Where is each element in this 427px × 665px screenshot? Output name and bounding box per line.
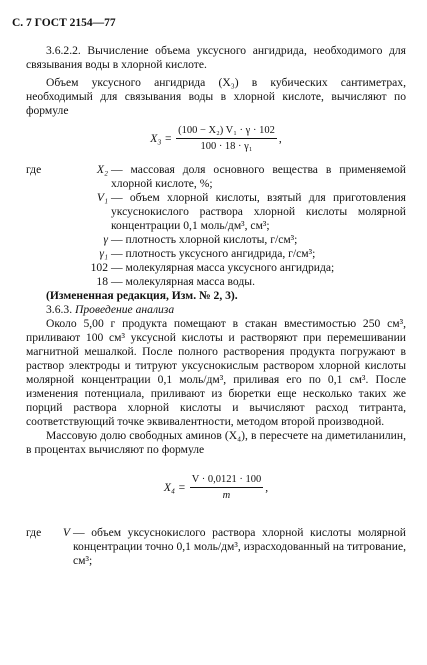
paragraph-amines-intro: Массовую долю свободных аминов (X₄), в пересчете на диметиланилин, в процентах вычисляют по формуле <box>26 429 406 456</box>
formula-x4 <box>26 473 406 502</box>
formula-x4-lhs: X₄ = <box>163 480 186 494</box>
formula-x4-numerator: V · 0,0121 · 100 <box>190 473 264 488</box>
definition-row <box>26 191 406 233</box>
definition-text: — молекулярная масса воды. <box>111 275 255 288</box>
definition-symbol: γ₁ <box>99 247 108 260</box>
definition-row <box>26 163 406 191</box>
definition-text: — объем уксуснокислого раствора хлорной кислоты молярной концентрации точно 0,1 моль/дм³, израсходованный на титрование, см³; <box>73 526 406 567</box>
definition-text: — молекулярная масса уксусного ангидрида; <box>111 261 335 274</box>
definition-row <box>26 233 406 247</box>
definition-prefix <box>26 275 56 289</box>
definition-symbol: γ <box>103 233 108 246</box>
formula-x4-tail: , <box>265 480 269 494</box>
definition-row <box>26 247 406 261</box>
formula-x3-tail: , <box>278 131 282 145</box>
formula-x4-fraction <box>190 473 264 502</box>
definition-text: — плотность хлорной кислоты, г/см³; <box>111 233 298 246</box>
formula-x3 <box>26 124 406 153</box>
definitions-x3 <box>26 163 406 289</box>
definition-row <box>26 526 406 568</box>
definition-row <box>26 261 406 275</box>
formula-x4-denominator: m <box>222 490 231 501</box>
definitions-x4 <box>26 526 406 568</box>
paragraph-section-title: 3.6.2.2. Вычисление объема уксусного ангидрида, необходимого для связывания воды в хлорной кислоте. <box>26 44 406 71</box>
definition-symbol: X₂ <box>96 163 108 176</box>
section-heading <box>26 303 406 317</box>
page-header: С. 7 ГОСТ 2154—77 <box>12 17 116 29</box>
section-title: Проведение анализа <box>75 303 175 316</box>
definition-prefix <box>26 191 56 233</box>
definition-text: — объем хлорной кислоты, взятый для приготовления уксуснокислого раствора хлорной кислоты молярной концентрации 0,1 моль/дм³, см³; <box>111 191 406 232</box>
definition-symbol: V <box>62 526 70 539</box>
section-number: 3.6.3. <box>46 303 73 316</box>
formula-x3-lhs: X₃ = <box>150 131 173 145</box>
definition-symbol: 18 <box>96 275 108 288</box>
definition-prefix <box>26 233 56 247</box>
formula-x3-denominator: 100 · 18 · γ₁ <box>200 141 253 152</box>
definition-row <box>26 275 406 289</box>
formula-x3-numerator: (100 − X₂) V₁ · γ · 102 <box>176 124 277 139</box>
definition-prefix <box>26 261 56 275</box>
definition-prefix <box>26 247 56 261</box>
formula-x3-fraction <box>176 124 277 153</box>
definition-prefix: где <box>26 163 42 176</box>
definition-symbol: V₁ <box>96 191 108 204</box>
edition-note: (Измененная редакция, Изм. № 2, 3). <box>46 289 238 302</box>
paragraph-procedure: Около 5,00 г продукта помещают в стакан вместимостью 250 см³, приливают 100 см³ уксусной кислоты и растворяют при перемешивании магнитной мешалкой. После полного растворения продукта погружают в раствор электроды и титруют уксуснокислым раствором хлорной кислоты молярной концентрации 0,1 моль/дм³, приливая его по 0,1 см³. После изменения потенциала, приливают из бюретки еще несколько таких же порций раствора хлорной кислоты и вычисляют расход титранта, соответствующий точке эквивалентности, методом второй производной. <box>26 317 406 428</box>
definition-prefix: где <box>26 526 42 539</box>
document-body <box>26 44 406 568</box>
paragraph-volume-intro: Объем уксусного ангидрида (X₃) в кубических сантиметрах, необходимый для связывания воды в хлорной кислоте, вычисляют по формуле <box>26 76 406 117</box>
definition-symbol: 102 <box>90 261 108 274</box>
definition-text: — массовая доля основного вещества в применяемой хлорной кислоте, %; <box>111 163 406 190</box>
definition-text: — плотность уксусного ангидрида, г/см³; <box>111 247 316 260</box>
